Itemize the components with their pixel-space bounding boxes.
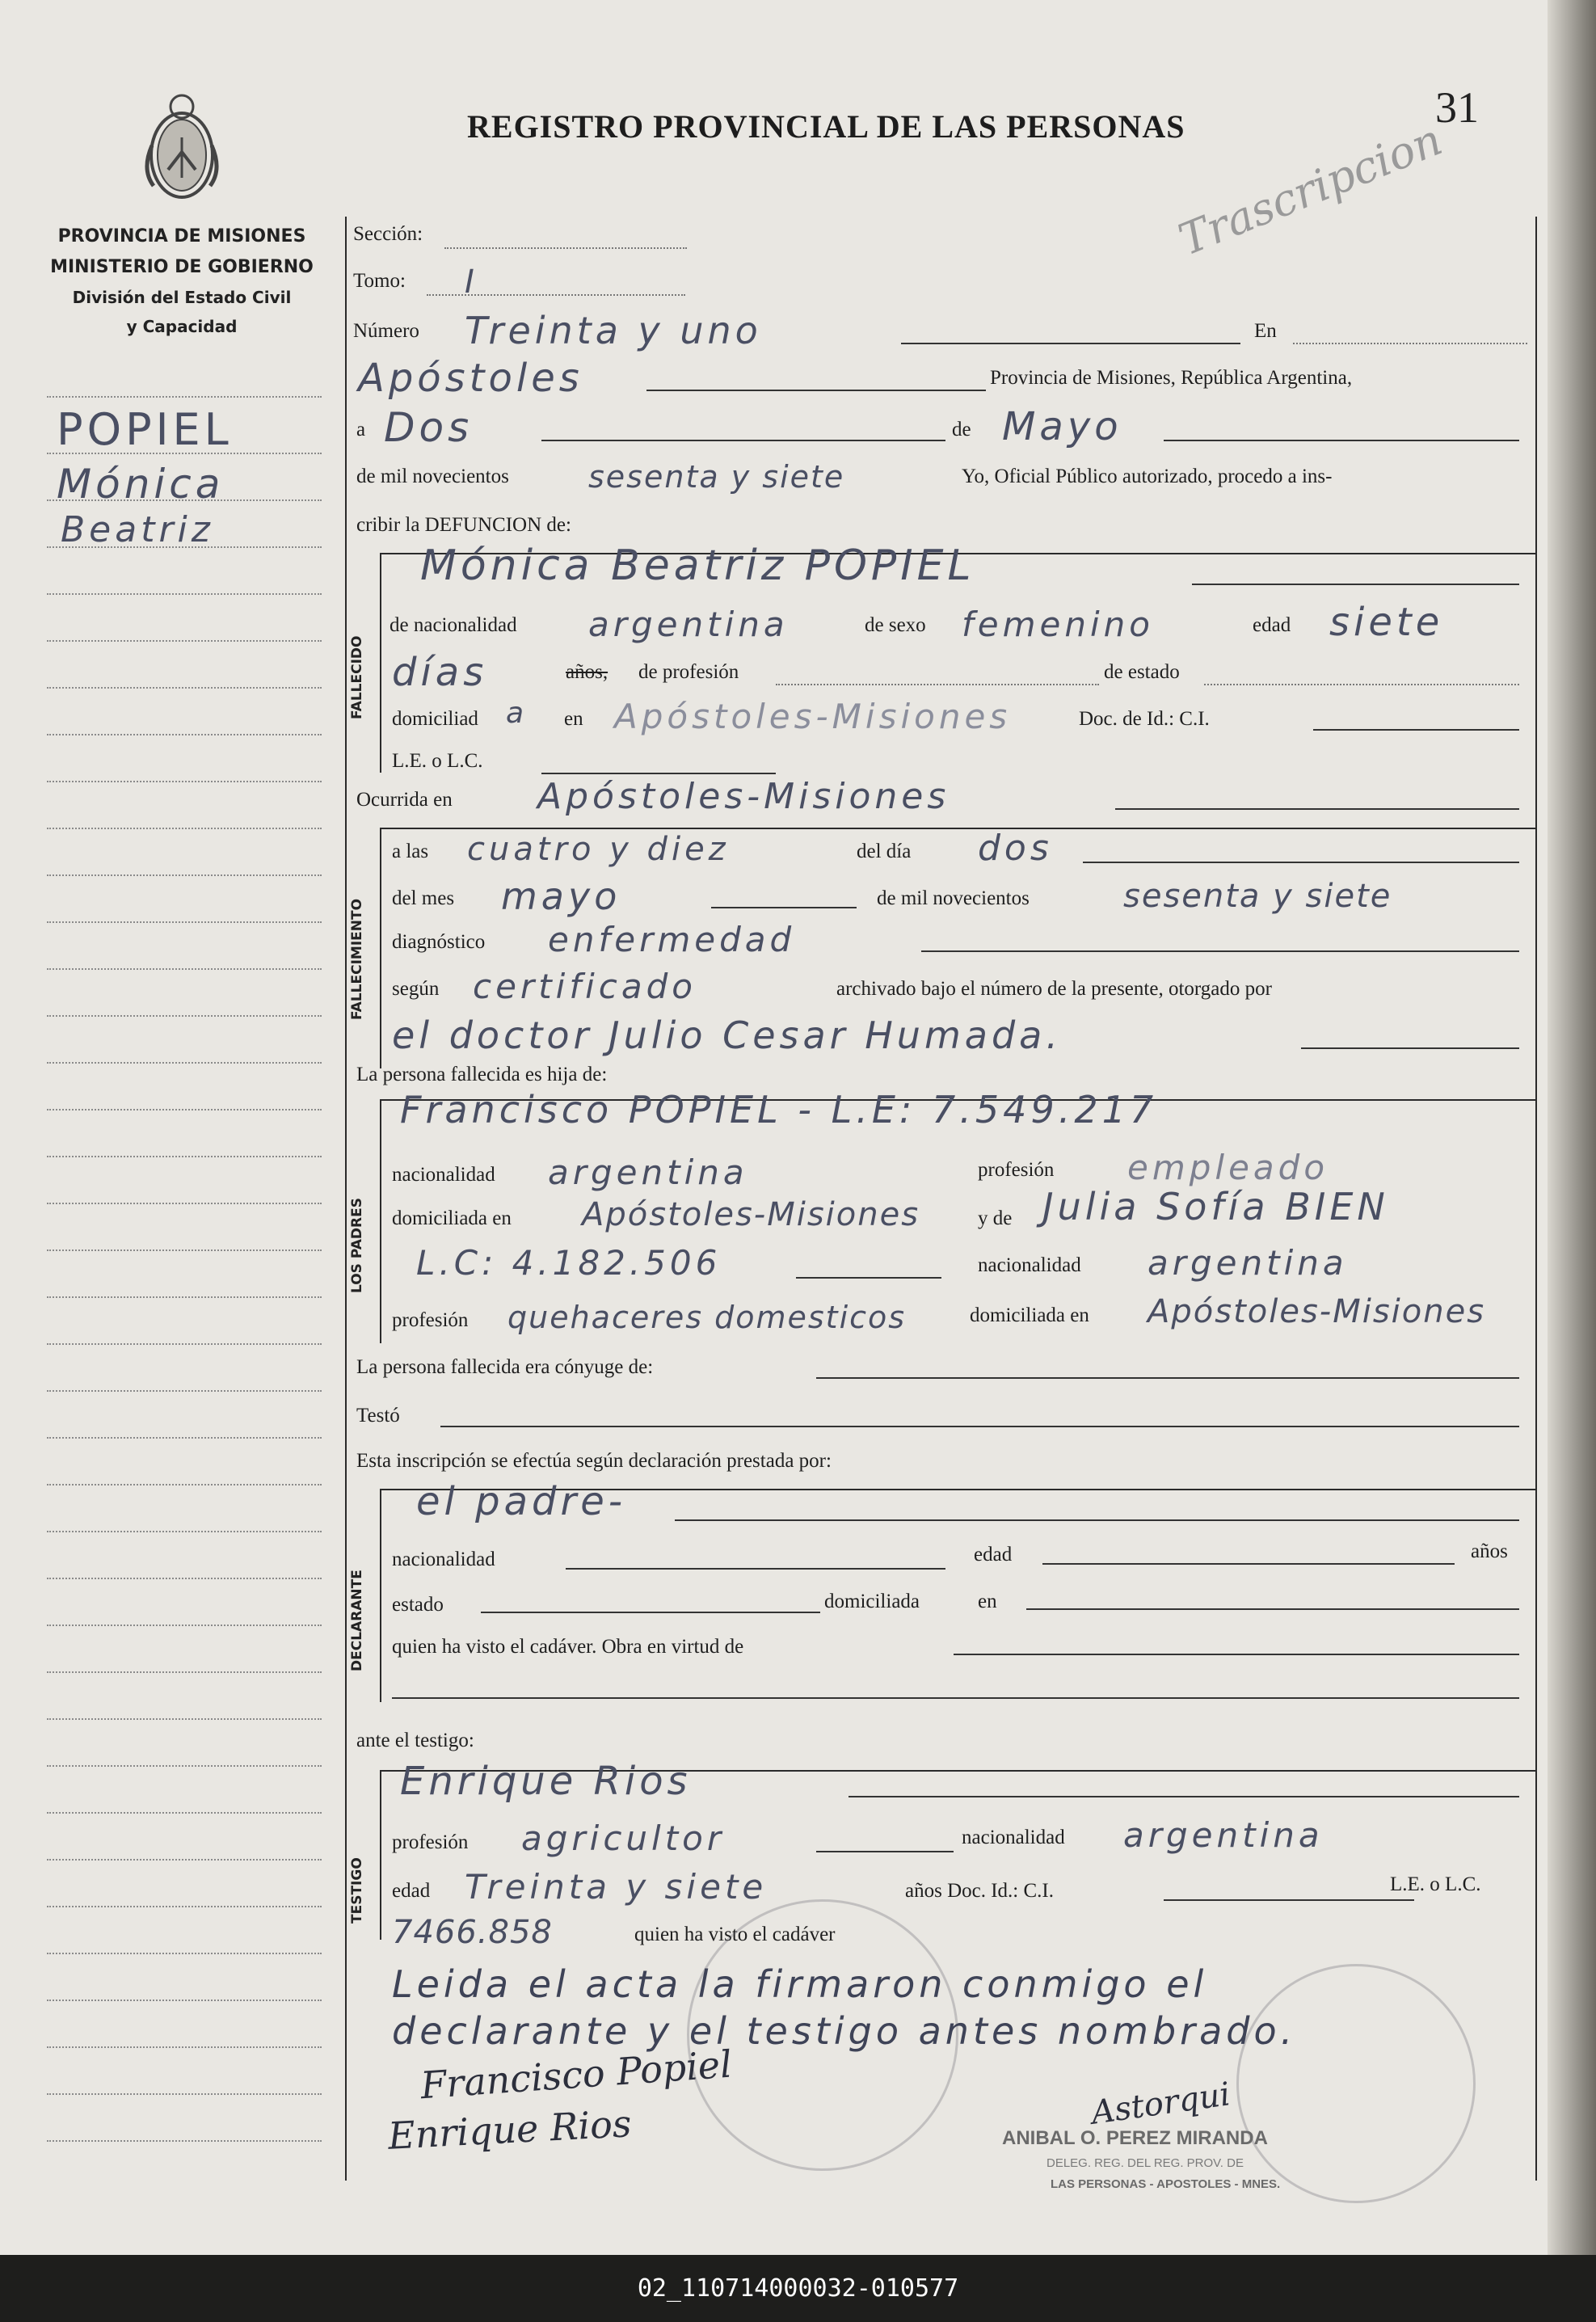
margin-ruled-line	[47, 1953, 322, 1954]
le-label: L.E. o L.C.	[392, 750, 483, 772]
testigo-doc-label: años Doc. Id.: C.I.	[905, 1880, 1054, 1902]
margin-ruled-line	[47, 640, 322, 642]
padre-domicilio: Apóstoles-Misiones	[582, 1196, 920, 1233]
edad-label: edad	[1253, 614, 1291, 636]
conyuge-label: La persona fallecida era cónyuge de:	[356, 1356, 654, 1378]
madre-profesion-label: profesión	[392, 1309, 469, 1331]
declarante-en-label: en	[978, 1591, 997, 1612]
declarante-domiciliada-label: domiciliada	[824, 1591, 920, 1612]
margin-ruled-line	[47, 1578, 322, 1579]
signature-official: Astorqui	[1089, 2075, 1233, 2132]
official-name: ANIBAL O. PEREZ MIRANDA	[1002, 2127, 1268, 2149]
declarante-value: el padre-	[416, 1479, 627, 1524]
declarante-visto-label: quien ha visto el cadáver. Obra en virtud de	[392, 1636, 744, 1658]
padre-name: Francisco POPIEL - L.E: 7.549.217	[400, 1088, 1158, 1132]
padre-profesion: empleado	[1127, 1148, 1329, 1187]
en-label-2: en	[564, 708, 583, 730]
padres-section-label: LOS PADRES	[349, 1198, 365, 1293]
margin-ruled-line	[47, 2000, 322, 2001]
margin-surname: POPIEL	[57, 404, 233, 455]
margin-ruled-line	[47, 593, 322, 595]
mes-value: mayo	[501, 874, 621, 918]
margin-rule	[47, 396, 322, 398]
margin-name-2: Beatriz	[61, 509, 214, 550]
scan-caption: 02_110714000032-010577	[0, 2255, 1596, 2322]
margin-ruled-line	[47, 1343, 322, 1345]
hija-label: La persona fallecida es hija de:	[356, 1064, 608, 1085]
margin-ruled-line	[47, 1531, 322, 1532]
margin-ruled-line	[47, 2140, 322, 2142]
ministry-heading: MINISTERIO DE GOBIERNO	[50, 257, 314, 277]
madre-domicilio-label: domiciliada en	[970, 1304, 1089, 1326]
testo-label: Testó	[356, 1405, 400, 1426]
officer-label: Yo, Oficial Público autorizado, procedo a ins-	[962, 466, 1333, 487]
padre-domicilio-label: domiciliada en	[392, 1207, 512, 1229]
padre-nacionalidad-label: nacionalidad	[392, 1164, 495, 1186]
closing-line-1: Leida el acta la firmaron conmigo el	[392, 1962, 1208, 2006]
margin-ruled-line	[47, 499, 322, 501]
hora-value: cuatro y diez	[467, 831, 730, 868]
margin-ruled-line	[47, 781, 322, 782]
estado-label: de estado	[1104, 661, 1180, 683]
margin-ruled-line	[47, 1296, 322, 1298]
margin-ruled-line	[47, 546, 322, 548]
madre-doc: L.C: 4.182.506	[416, 1243, 722, 1283]
testigo-name: Enrique Rios	[400, 1759, 692, 1804]
fallecido-section-label: FALLECIDO	[349, 635, 365, 719]
margin-ruled-line	[47, 874, 322, 876]
official-seal-2	[1236, 1964, 1476, 2203]
ocurrida-label: Ocurrida en	[356, 789, 453, 811]
testigo-profesion-label: profesión	[392, 1831, 469, 1853]
year-label: de mil novecientos	[356, 466, 509, 487]
nacionalidad-label: de nacionalidad	[390, 614, 517, 636]
segun-value: certificado	[473, 967, 697, 1006]
domiciliad-suffix: a	[506, 697, 528, 730]
page-edge	[1548, 0, 1596, 2255]
padre-profesion-label: profesión	[978, 1159, 1055, 1181]
page-title: REGISTRO PROVINCIAL DE LAS PERSONAS	[467, 108, 1185, 145]
margin-ruled-line	[47, 1718, 322, 1720]
margin-ruled-line	[47, 1906, 322, 1907]
testigo-edad: Treinta y siete	[465, 1867, 768, 1907]
tomo-label: Tomo:	[353, 270, 406, 292]
numero-label: Número	[353, 320, 419, 342]
left-border	[345, 217, 347, 2181]
margin-ruled-line	[47, 1109, 322, 1110]
margin-ruled-line	[47, 921, 322, 923]
mes-label: del mes	[392, 887, 455, 909]
declarante-nacionalidad-label: nacionalidad	[392, 1549, 495, 1570]
dias-value: días	[392, 650, 488, 695]
margin-ruled-line	[47, 1484, 322, 1485]
y-de-label: y de	[978, 1207, 1013, 1229]
en-label: En	[1254, 320, 1277, 342]
margin-ruled-line	[47, 1437, 322, 1439]
anos-label: años,	[566, 661, 609, 683]
de-label: de	[952, 419, 971, 440]
official-title-2: LAS PERSONAS - APOSTOLES - MNES.	[1051, 2177, 1281, 2191]
fallecimiento-section-label: FALLECIMIENTO	[349, 898, 365, 1020]
margin-ruled-line	[47, 1765, 322, 1767]
page-number: 31	[1435, 83, 1479, 132]
nacionalidad-value: argentina	[588, 605, 789, 644]
margin-ruled-line	[47, 1625, 322, 1626]
margin-ruled-line	[47, 1859, 322, 1861]
declarante-estado-label: estado	[392, 1594, 444, 1616]
anio-value: sesenta y siete	[1123, 878, 1392, 915]
doc-label: Doc. de Id.: C.I.	[1079, 708, 1210, 730]
dia-label: del día	[857, 841, 912, 862]
declarante-intro: Esta inscripción se efectúa según declaración prestada por:	[356, 1450, 832, 1472]
doctor-value: el doctor Julio Cesar Humada.	[392, 1014, 1062, 1057]
month-value: Mayo	[1002, 404, 1122, 449]
deceased-name: Mónica Beatriz POPIEL	[420, 542, 975, 590]
signature-witness: Enrique Rios	[386, 2101, 633, 2158]
signature-father: Francisco Popiel	[419, 2042, 734, 2108]
margin-ruled-line	[47, 1062, 322, 1064]
margin-ruled-line	[47, 1812, 322, 1814]
hora-label: a las	[392, 841, 429, 862]
margin-ruled-line	[47, 734, 322, 735]
testigo-visto-label: quien ha visto el cadáver	[634, 1924, 836, 1945]
margin-ruled-line	[47, 828, 322, 829]
anio-label: de mil novecientos	[877, 887, 1030, 909]
city-value: Apóstoles	[358, 356, 583, 401]
margin-ruled-line	[47, 1203, 322, 1204]
declarante-anos-label: años	[1471, 1540, 1508, 1562]
province-heading: PROVINCIA DE MISIONES	[57, 226, 306, 247]
testigo-nacionalidad-label: nacionalidad	[962, 1827, 1065, 1848]
margin-ruled-line	[47, 1249, 322, 1251]
madre-name: Julia Sofía BIEN	[1042, 1185, 1389, 1228]
official-title-1: DELEG. REG. DEL REG. PROV. DE	[1046, 2156, 1244, 2170]
declarante-section-label: DECLARANTE	[349, 1570, 365, 1671]
ante-testigo-label: ante el testigo:	[356, 1730, 474, 1751]
inscribe-label: cribir la DEFUNCION de:	[356, 514, 571, 536]
madre-profesion: quehaceres domesticos	[507, 1300, 907, 1335]
segun-label: según	[392, 978, 440, 1000]
a-label: a	[356, 419, 366, 440]
margin-ruled-line	[47, 687, 322, 689]
numero-value: Treinta y uno	[465, 309, 762, 352]
declarante-edad-label: edad	[974, 1544, 1013, 1566]
testigo-section-label: TESTIGO	[349, 1857, 365, 1924]
coat-of-arms-icon	[137, 89, 226, 210]
madre-domicilio: Apóstoles-Misiones	[1148, 1293, 1486, 1330]
testigo-profesion: agricultor	[521, 1818, 726, 1858]
sexo-value: femenino	[962, 605, 1154, 644]
transcription-stamp: Trascripcion	[1172, 113, 1449, 266]
diagnostico-value: enfermedad	[548, 920, 796, 959]
ocurrida-value: Apóstoles-Misiones	[537, 776, 950, 817]
testigo-nacionalidad: argentina	[1123, 1815, 1324, 1855]
edad-value: siete	[1329, 600, 1444, 645]
madre-nacionalidad: argentina	[1148, 1243, 1348, 1283]
archivado-label: archivado bajo el número de la presente, otorgado por	[836, 978, 1272, 1000]
margin-ruled-line	[47, 1390, 322, 1392]
province-label: Provincia de Misiones, República Argentina,	[990, 367, 1353, 389]
domicilio-value: Apóstoles-Misiones	[614, 697, 1012, 736]
domiciliad-label: domiciliad	[392, 708, 478, 730]
margin-ruled-line	[47, 453, 322, 454]
margin-ruled-line	[47, 2093, 322, 2095]
sexo-label: de sexo	[865, 614, 926, 636]
dia-value: dos	[978, 828, 1053, 869]
testigo-doc: 7466.858	[392, 1914, 553, 1951]
capacity-heading: y Capacidad	[126, 317, 238, 336]
margin-ruled-line	[47, 1156, 322, 1157]
margin-ruled-line	[47, 968, 322, 970]
margin-ruled-line	[47, 1015, 322, 1017]
testigo-le-label: L.E. o L.C.	[1390, 1873, 1481, 1895]
tomo-value: I	[465, 263, 478, 301]
margin-ruled-line	[47, 1671, 322, 1673]
madre-nacionalidad-label: nacionalidad	[978, 1254, 1081, 1276]
margin-ruled-line	[47, 2046, 322, 2048]
diagnostico-label: diagnóstico	[392, 931, 486, 953]
profesion-label: de profesión	[638, 661, 739, 683]
division-heading: División del Estado Civil	[72, 288, 292, 307]
margin-name-1: Mónica	[57, 461, 225, 508]
year-value: sesenta y siete	[588, 459, 845, 495]
day-value: Dos	[384, 404, 474, 451]
closing-line-2: declarante y el testigo antes nombrado.	[392, 2009, 1297, 2053]
right-border	[1535, 217, 1537, 2181]
testigo-edad-label: edad	[392, 1880, 431, 1902]
seccion-label: Sección:	[353, 223, 423, 245]
padre-nacionalidad: argentina	[548, 1153, 748, 1192]
